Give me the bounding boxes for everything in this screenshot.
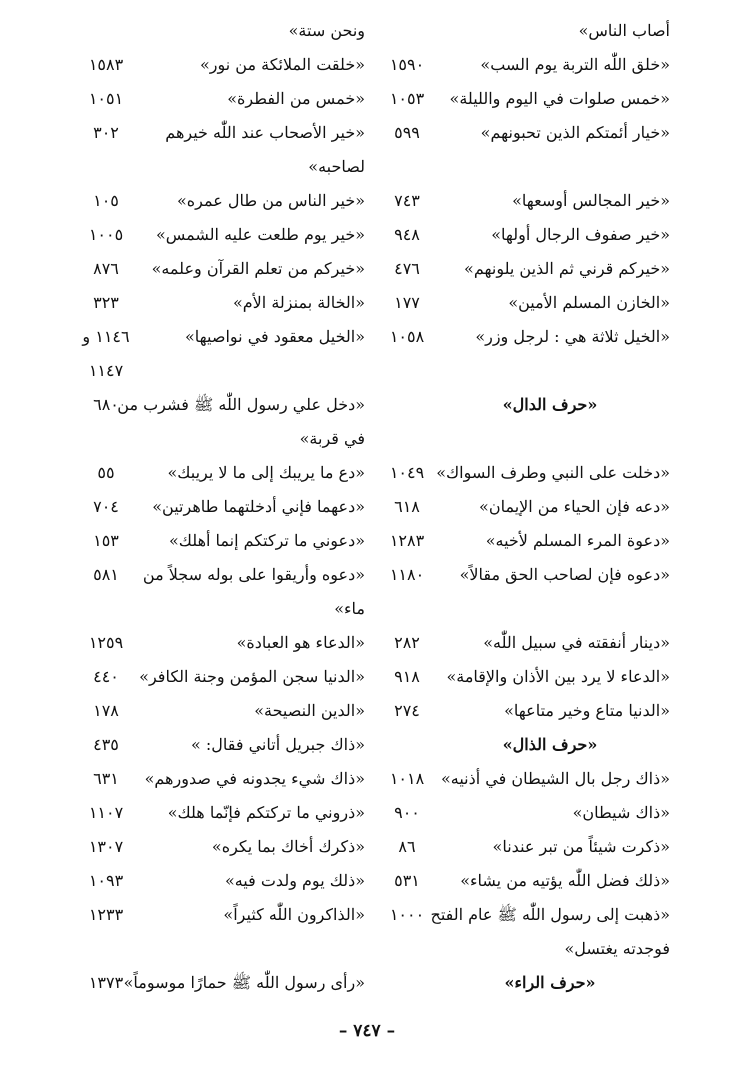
hadith-text-left: «دعوني ما تركتكم إنما أهلك»: [169, 531, 365, 550]
hadith-number-left: ١٠٠٥: [88, 225, 124, 244]
hadith-text-left: «دخل علي رسول اللّٰه ﷺ فشرب من: [117, 395, 365, 414]
hadith-number-left: ١٢٥٩: [88, 633, 124, 652]
hadith-number-left: ٥٥: [97, 463, 115, 482]
index-row: [0, 490, 734, 524]
index-row: [0, 150, 734, 184]
hadith-number-left: ١٢٣٣: [88, 905, 124, 924]
hadith-number-right: ١٠٠٠: [389, 905, 425, 924]
hadith-text-left: «خير يوم طلعت عليه الشمس»: [155, 225, 365, 244]
hadith-number-left: ٨٧٦: [93, 259, 119, 278]
hadith-number-right: ١٠١٨: [389, 769, 425, 788]
hadith-text-left: «دعهما فإني أدخلتهما طاهرتين»: [152, 497, 365, 516]
hadith-text-left: «ذاك جبريل أتاني فقال: »: [191, 735, 365, 754]
hadith-text-left: لصاحبه»: [308, 157, 365, 176]
index-row: [0, 48, 734, 82]
hadith-text-left: «خلقت الملائكة من نور»: [199, 55, 365, 74]
index-row: [0, 728, 734, 762]
hadith-number-left: ١٠٥: [93, 191, 119, 210]
hadith-text-left: في قربة»: [299, 429, 365, 448]
hadith-number-left: ١٧٨: [93, 701, 119, 720]
index-row: [0, 82, 734, 116]
index-row: [0, 830, 734, 864]
hadith-number-right: ٩١٨: [394, 667, 420, 686]
hadith-number-right: ١٠٥٨: [389, 327, 425, 346]
hadith-number-left: ٦٨٠: [93, 395, 119, 414]
hadith-text-left: «الدنيا سجن المؤمن وجنة الكافر»: [139, 667, 365, 686]
hadith-text-left: ماء»: [334, 599, 365, 618]
hadith-number-right: ٧٤٣: [394, 191, 420, 210]
hadith-number-right: ٩٠٠: [394, 803, 420, 822]
hadith-text-right: «ذاك رجل بال الشيطان في أذنيه»: [440, 769, 670, 788]
hadith-number-left: ١١٠٧: [88, 803, 124, 822]
section-heading: «حرف الراء»: [504, 973, 596, 992]
index-row: [0, 592, 734, 626]
hadith-text-left: «رأى رسول اللّٰه ﷺ حمارًا موسوماً»: [123, 973, 365, 992]
hadith-text-right: «الدعاء لا يرد بين الأذان والإقامة»: [446, 667, 670, 686]
index-row: [0, 218, 734, 252]
hadith-number-left: ١٣٠٧: [88, 837, 124, 856]
hadith-number-right: ١٠٤٩: [389, 463, 425, 482]
hadith-number-right: ٩٤٨: [394, 225, 420, 244]
hadith-number-right: ١٢٨٣: [389, 531, 425, 550]
index-row: [0, 422, 734, 456]
hadith-number-right: ٥٣١: [394, 871, 420, 890]
index-row: [0, 184, 734, 218]
index-row: [0, 898, 734, 932]
hadith-text-right: «خير المجالس أوسعها»: [512, 191, 670, 210]
hadith-number-right: ٤٧٦: [394, 259, 420, 278]
hadith-number-left: ١١٤٦ و: [82, 327, 130, 346]
hadith-text-right: «دخلت على النبي وطرف السواك»: [436, 463, 670, 482]
hadith-text-right: «دعوه فإن لصاحب الحق مقالاً»: [459, 565, 670, 584]
index-row: [0, 796, 734, 830]
hadith-number-left: ٣٠٢: [93, 123, 119, 142]
index-row: [0, 626, 734, 660]
hadith-number-right: ١١٨٠: [389, 565, 425, 584]
hadith-number-left: ١١٤٧: [88, 361, 124, 380]
hadith-text-right: «خيركم قرني ثم الذين يلونهم»: [464, 259, 670, 278]
hadith-number-left: ١٠٩٣: [88, 871, 124, 890]
hadith-number-left: ٤٣٥: [93, 735, 119, 754]
hadith-text-right: «خلق اللّٰه التربة يوم السب»: [480, 55, 670, 74]
index-row: [0, 286, 734, 320]
hadith-text-left: «دع ما يريبك إلى ما لا يريبك»: [167, 463, 365, 482]
index-row: [0, 456, 734, 490]
hadith-text-right: «الخيل ثلاثة هي : لرجل وزر»: [475, 327, 670, 346]
hadith-text-left: «خير الأصحاب عند اللّٰه خيرهم: [165, 123, 365, 142]
hadith-number-right: ١٠٥٣: [389, 89, 425, 108]
hadith-number-right: ١٥٩٠: [389, 55, 425, 74]
hadith-text-left: «الذاكرون اللّٰه كثيراً»: [223, 905, 365, 924]
page-number: – ٧٤٧ –: [338, 1021, 396, 1041]
hadith-text-right: «دعوة المرء المسلم لأخيه»: [485, 531, 670, 550]
index-row: [0, 524, 734, 558]
hadith-text-right: «ذكرت شيئاً من تبر عندنا»: [492, 837, 670, 856]
hadith-number-right: ٦١٨: [394, 497, 420, 516]
index-row: [0, 252, 734, 286]
hadith-text-right: «ذلك فضل اللّٰه يؤتيه من يشاء»: [460, 871, 670, 890]
hadith-number-right: ٢٨٢: [394, 633, 420, 652]
index-row: [0, 966, 734, 1000]
hadith-text-left: «الدين النصيحة»: [254, 701, 365, 720]
hadith-text-left: «ذكرك أخاك بما يكره»: [211, 837, 365, 856]
hadith-text-left: «خيركم من تعلم القرآن وعلمه»: [151, 259, 365, 278]
index-row: [0, 762, 734, 796]
index-row: [0, 14, 734, 48]
hadith-text-left: «دعوه وأريقوا على بوله سجلاً من: [142, 565, 365, 584]
hadith-text-right: فوجدته يغتسل»: [564, 939, 670, 958]
hadith-number-left: ٥٨١: [93, 565, 119, 584]
hadith-text-right: «ذاك شيطان»: [572, 803, 670, 822]
hadith-text-left: ونحن ستة»: [288, 21, 365, 40]
index-row: [0, 864, 734, 898]
hadith-number-left: ٦٣١: [93, 769, 119, 788]
hadith-number-right: ٥٩٩: [394, 123, 420, 142]
hadith-text-left: «ذلك يوم ولدت فيه»: [224, 871, 365, 890]
index-row: [0, 694, 734, 728]
hadith-text-left: «ذاك شيء يجدونه في صدورهم»: [144, 769, 365, 788]
index-row: [0, 932, 734, 966]
section-heading: «حرف الدال»: [502, 395, 598, 414]
hadith-number-left: ١٠٥١: [88, 89, 124, 108]
hadith-text-right: «الخازن المسلم الأمين»: [508, 293, 670, 312]
hadith-text-right: «دينار أنفقته في سبيل اللّٰه»: [483, 633, 670, 652]
hadith-text-left: «خمس من الفطرة»: [227, 89, 365, 108]
hadith-text-right: «خمس صلوات في اليوم والليلة»: [449, 89, 670, 108]
hadith-text-right: «خيار أئمتكم الذين تحبونهم»: [480, 123, 670, 142]
section-heading: «حرف الذال»: [502, 735, 598, 754]
hadith-text-right: أصاب الناس»: [578, 21, 670, 40]
hadith-text-left: «خير الناس من طال عمره»: [176, 191, 365, 210]
index-row: [0, 388, 734, 422]
hadith-number-left: ١٥٣: [93, 531, 119, 550]
index-row: [0, 660, 734, 694]
hadith-text-left: «الخالة بمنزلة الأم»: [232, 293, 365, 312]
hadith-number-left: ٤٤٠: [93, 667, 119, 686]
hadith-text-right: «ذهبت إلى رسول اللّٰه ﷺ عام الفتح: [430, 905, 670, 924]
hadith-number-right: ٢٧٤: [394, 701, 420, 720]
index-row: [0, 558, 734, 592]
hadith-text-right: «دعه فإن الحياء من الإيمان»: [479, 497, 670, 516]
hadith-number-left: ٧٠٤: [93, 497, 119, 516]
index-row: [0, 320, 734, 354]
index-row: [0, 116, 734, 150]
hadith-text-right: «الدنيا متاع وخير متاعها»: [504, 701, 670, 720]
hadith-text-left: «ذروني ما تركتكم فإنّما هلك»: [167, 803, 365, 822]
hadith-number-right: ١٧٧: [394, 293, 420, 312]
index-row: [0, 354, 734, 388]
hadith-number-left: ٣٢٣: [93, 293, 119, 312]
hadith-number-left: ١٥٨٣: [88, 55, 124, 74]
hadith-number-right: ٨٦: [398, 837, 416, 856]
hadith-text-right: «خير صفوف الرجال أولها»: [491, 225, 670, 244]
hadith-text-left: «الدعاء هو العبادة»: [236, 633, 365, 652]
hadith-text-left: «الخيل معقود في نواصيها»: [184, 327, 365, 346]
hadith-number-left: ١٣٧٣: [88, 973, 124, 992]
